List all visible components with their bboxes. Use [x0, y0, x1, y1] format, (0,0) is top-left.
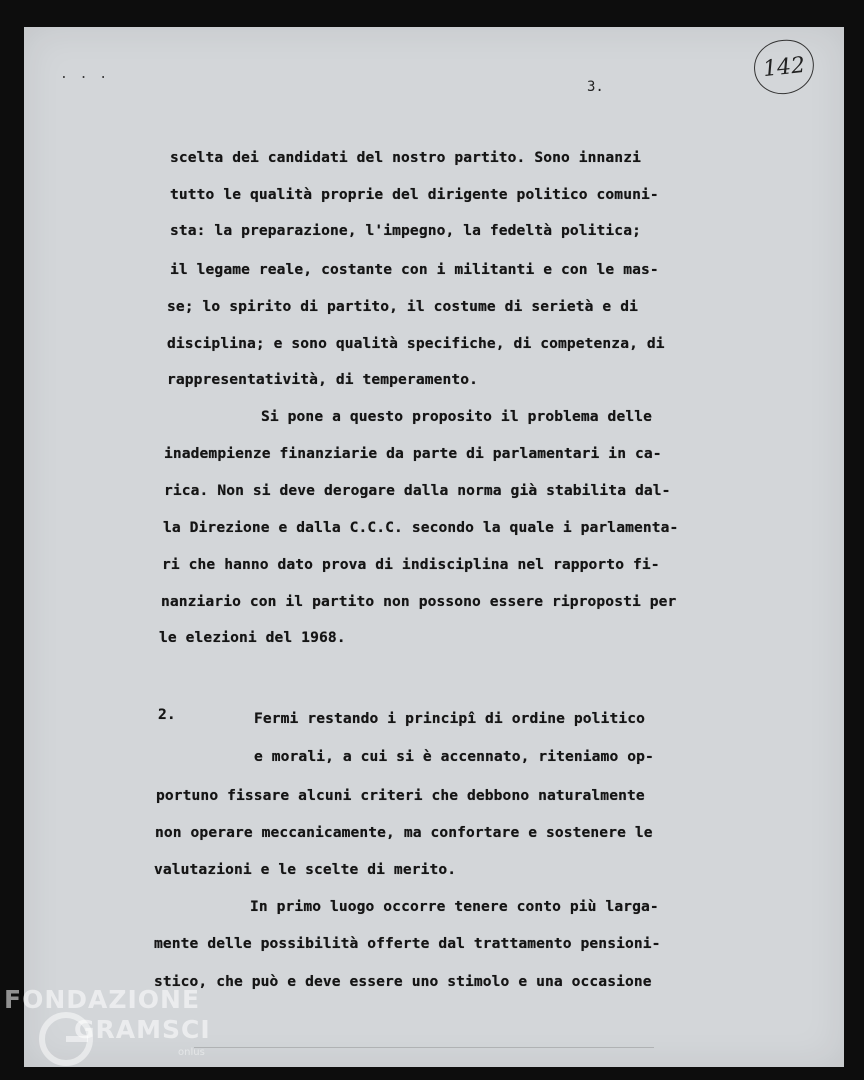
logo-text-bottom: GRAMSCI: [74, 1015, 211, 1044]
text-line: rappresentatività, di temperamento.: [167, 371, 479, 388]
document-page: [24, 27, 844, 1067]
text-line: se; lo spirito di partito, il costume di serietà e di: [167, 298, 638, 315]
archive-number-text: 142: [761, 52, 807, 82]
text-line: nanziario con il partito non possono essere riproposti per: [161, 593, 677, 610]
archive-number-circled: [751, 37, 816, 97]
text-line: scelta dei candidati del nostro partito. Sono innanzi: [170, 149, 641, 166]
text-line-indented: Fermi restando i principî di ordine politico: [254, 710, 645, 727]
text-line: il legame reale, costante con i militanti e con le mas-: [170, 261, 659, 278]
text-line: ri che hanno dato prova di indisciplina nel rapporto fi-: [162, 556, 660, 573]
text-line-indented: In primo luogo occorre tenere conto più larga-: [250, 898, 659, 915]
text-line: inadempienze finanziarie da parte di parlamentari in ca-: [164, 445, 662, 462]
logo-text-small: onlus: [178, 1047, 205, 1058]
text-line: le elezioni del 1968.: [159, 629, 346, 646]
text-line: la Direzione e dalla C.C.C. secondo la quale i parlamenta-: [163, 519, 679, 536]
text-line: sta: la preparazione, l'impegno, la fedeltà politica;: [170, 222, 641, 239]
page-number: 3.: [587, 79, 604, 95]
text-line: rica. Non si deve derogare dalla norma già stabilita dal-: [164, 482, 671, 499]
text-line: tutto le qualità proprie del dirigente politico comuni-: [170, 186, 659, 203]
text-line: mente delle possibilità offerte dal trattamento pensioni-: [154, 935, 661, 952]
text-line: stico, che può e deve essere uno stimolo e una occasione: [154, 973, 652, 990]
text-line: portuno fissare alcuni criteri che debbono naturalmente: [156, 787, 645, 804]
corner-marks: . . .: [60, 67, 110, 82]
fondazione-gramsci-logo: [4, 985, 219, 1075]
text-line: valutazioni e le scelte di merito.: [154, 861, 457, 878]
section-number: 2.: [158, 706, 176, 723]
text-line: non operare meccanicamente, ma confortare e sostenere le: [155, 824, 653, 841]
logo-text-top: FONDAZIONE: [4, 985, 201, 1014]
text-line-indented: e morali, a cui si è accennato, riteniamo op-: [254, 748, 654, 765]
text-line-indented: Si pone a questo proposito il problema delle: [261, 408, 652, 425]
page-bottom-edge-mark: [194, 1047, 654, 1048]
text-line: disciplina; e sono qualità specifiche, di competenza, di: [167, 335, 665, 352]
